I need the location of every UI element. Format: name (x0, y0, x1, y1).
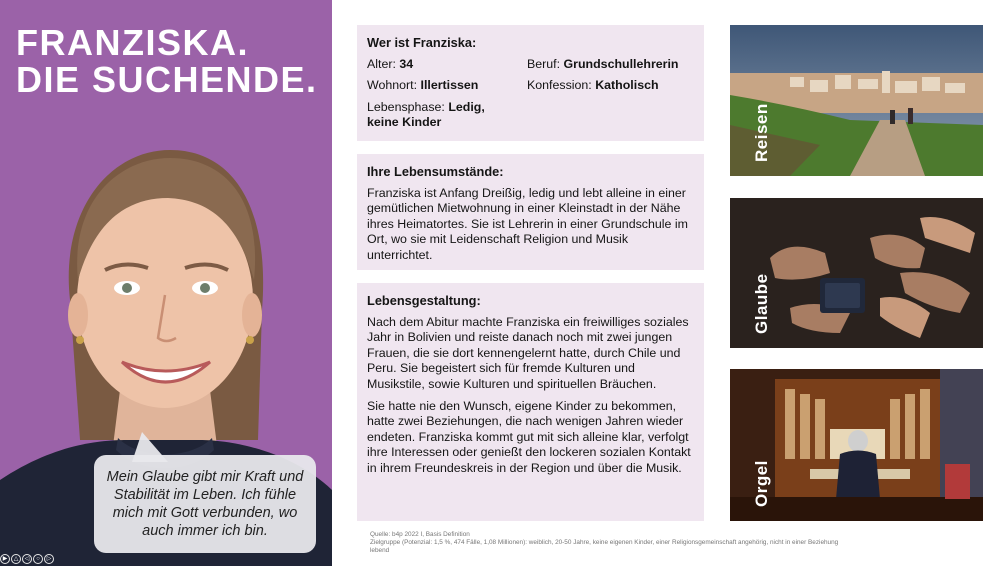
circumstances-text: Franziska ist Anfang Dreißig, ledig und lebt alleine in einer gemütlichen Mietwohnung in einer Kleinstadt in der Nähe ihres Heimatortes. Sie ist Lehrerin in einer Grundschule im Ort, wo sie mit Leidenschaft Religion und Musik unterrichtet. (367, 185, 688, 262)
faith-label: Glaube (752, 273, 771, 334)
menu-icon[interactable]: ○ (33, 554, 43, 564)
organ-image (730, 369, 983, 521)
source-line-1: Quelle: b4p 2022 I, Basis Definition (370, 531, 470, 538)
source-line-2: Zielgruppe (Potenzial: 1,5 %, 474 Fälle, 1,08 Millionen): weiblich, 20-50 Jahre, keine eigenen Kinder, einer Religionsgemeinschaft angehörig, nicht in einer Beziehung (370, 539, 839, 546)
previous-icon[interactable]: ◁ (22, 554, 32, 564)
lifestyle-paragraph-1: Nach dem Abitur machte Franziska ein freiwilliges soziales Jahr in Bolivien und reiste danach noch mit zwei jungen Frauen, die sie dort kennengelernt hatte, durch Chile und Peru. Sie begeistert sich für fremde Kulturen und Musikstile, sowie Kulturen und spirituellen Bräuchen. (367, 314, 689, 391)
quote-bubble (94, 455, 316, 553)
source-line-3: lebend (370, 547, 390, 554)
who-heading: Wer ist Franziska: (367, 35, 477, 50)
job-label: Beruf: (527, 56, 561, 71)
who-box (357, 25, 704, 141)
phase-value: Ledig, keine Kinder (367, 99, 485, 130)
religion-label: Konfession: (527, 78, 592, 93)
persona-panel (0, 0, 332, 566)
lifestyle-paragraph-2: Sie hatte nie den Wunsch, eigene Kinder zu bekommen, hatte zwei Beziehungen, die nach wenigen Jahren wieder endeten. Franziska kommt gut mit sich alleine klar, verfolgt ihre Interessen oder genießt den lockeren sozialen Kontakt in ihrem Freundeskreis in der Region und über die Musik. (367, 398, 691, 475)
title-line-2: DIE SUCHENDE. (16, 59, 318, 100)
pointer-icon[interactable]: △ (11, 554, 21, 564)
circumstances-heading: Ihre Lebensumstände: (367, 164, 504, 179)
source-note (370, 531, 970, 555)
organ-label: Orgel (752, 460, 771, 507)
religion-row (527, 78, 697, 94)
religion-value: Katholisch (595, 78, 659, 93)
lifestyle-box (357, 283, 704, 521)
travel-label: Reisen (752, 103, 771, 162)
persona-title (16, 24, 318, 98)
residence-row (367, 78, 527, 94)
age-value: 34 (399, 56, 414, 71)
lifestyle-heading: Lebensgestaltung: (367, 293, 481, 308)
residence-value: Illertissen (420, 78, 479, 93)
quote-text: Mein Glaube gibt mir Kraft und Stabilität im Leben. Ich fühle mich mit Gott verbunden, wo auch immer ich bin. (106, 469, 304, 539)
next-icon[interactable]: ▷ (44, 554, 54, 564)
slide-nav-controls (0, 554, 54, 566)
job-value: Grundschullehrerin (563, 56, 679, 71)
title-line-1: FRANZISKA. (16, 22, 249, 63)
faith-image (730, 198, 983, 348)
phase-label: Lebensphase: (367, 99, 445, 114)
circumstances-box (357, 154, 704, 270)
age-label: Alter: (367, 56, 396, 71)
phase-row (367, 100, 517, 131)
play-icon[interactable]: ▶ (0, 554, 10, 564)
age-row (367, 57, 527, 73)
residence-label: Wohnort: (367, 78, 418, 93)
job-row (527, 57, 697, 73)
travel-image (730, 25, 983, 176)
